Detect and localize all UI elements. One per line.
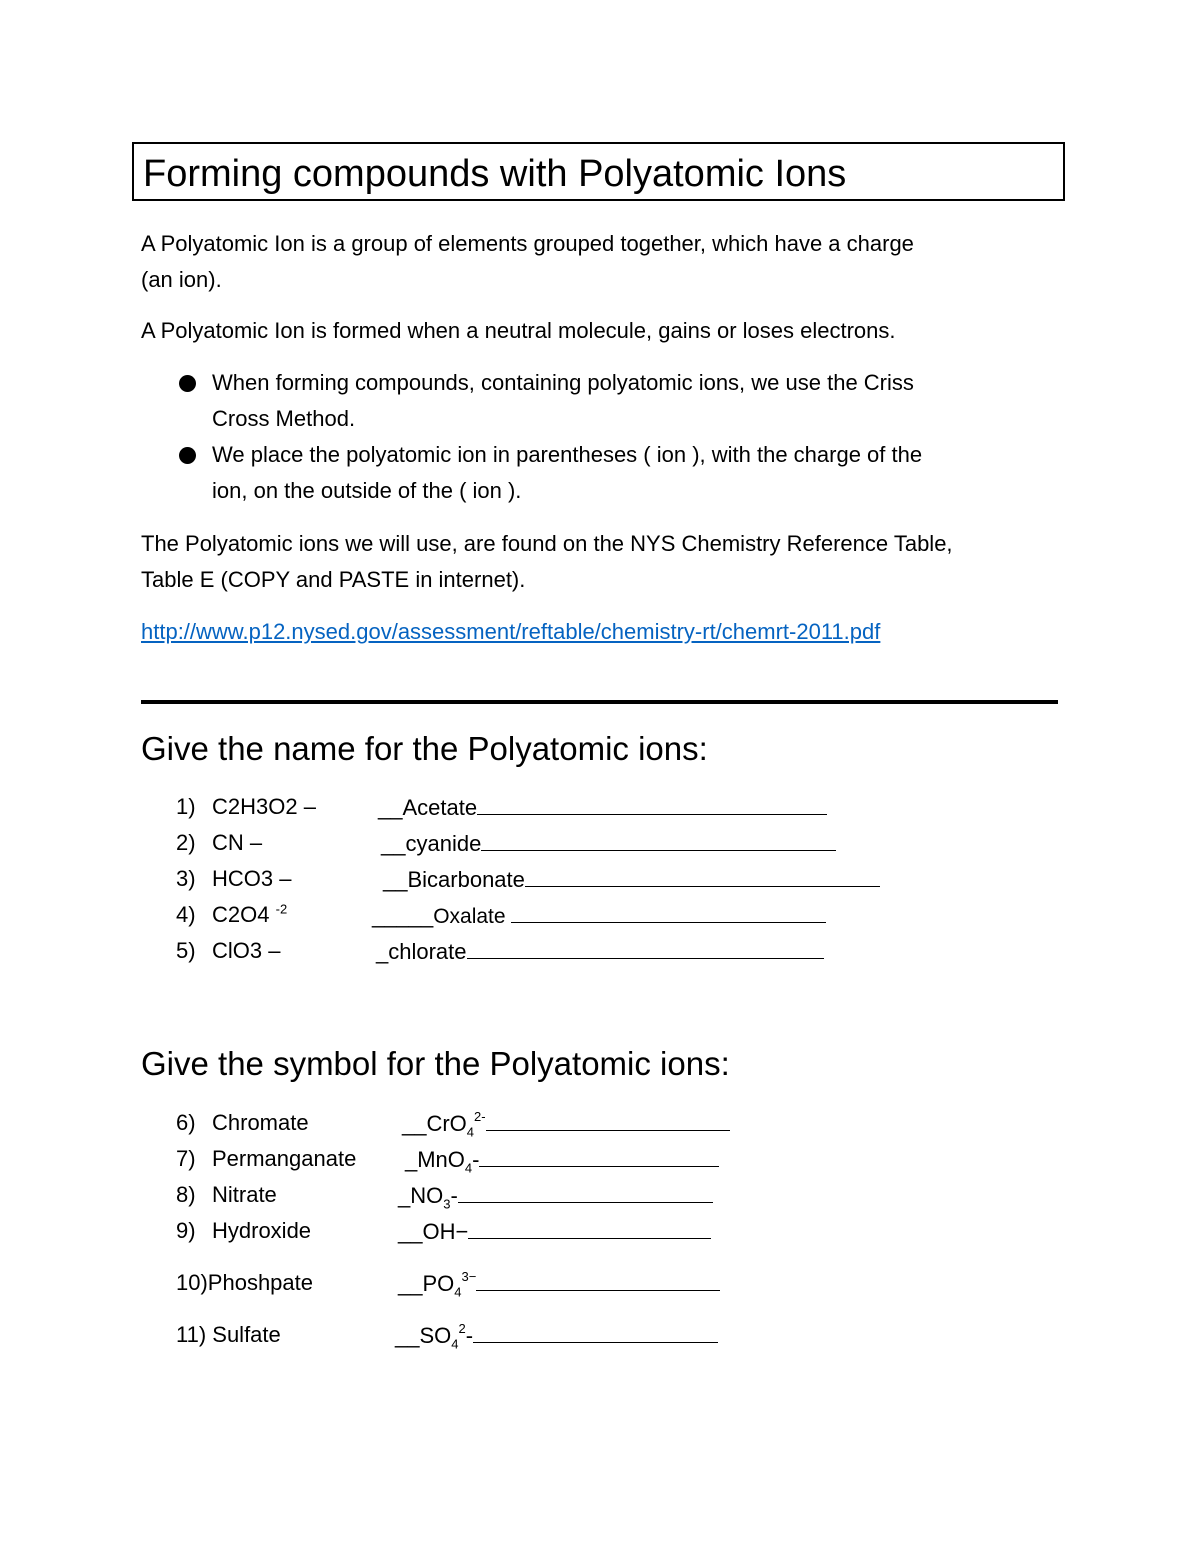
answer-field[interactable] (378, 792, 827, 823)
answer-text: __CrO (402, 1111, 467, 1136)
ion-formula (212, 900, 287, 930)
section-heading-names: Give the name for the Polyatomic ions: (141, 730, 708, 767)
answer-blank (525, 864, 880, 887)
answer-sign: - (465, 1323, 474, 1348)
item-number: 1) (176, 794, 196, 819)
ion-name: Chromate (212, 1110, 309, 1135)
bullet-text-line: ion, on the outside of the ( ion ). (212, 478, 522, 503)
answer-text: _MnO (405, 1147, 465, 1172)
answer-text: _____ (372, 903, 434, 928)
section-divider (141, 700, 1058, 704)
answer-text: __SO (395, 1323, 452, 1348)
answer-text: _chlorate (376, 939, 467, 964)
bullet-text-line: Cross Method. (212, 406, 356, 431)
answer-field[interactable] (405, 1144, 719, 1175)
section-heading-symbols: Give the symbol for the Polyatomic ions: (141, 1045, 730, 1082)
item-number: 6) (176, 1110, 196, 1135)
ion-charge: -2 (275, 901, 288, 917)
answer-blank (481, 828, 836, 851)
answer-subscript: 4 (464, 1160, 473, 1176)
item-number-label: 11) Sulfate (176, 1322, 281, 1347)
ion-name: Nitrate (212, 1182, 277, 1207)
bullet-dot-icon (179, 375, 196, 392)
answer-field[interactable] (381, 828, 836, 859)
ion-formula: HCO3 – (212, 866, 292, 891)
answer-text: _NO (398, 1183, 444, 1208)
item-number-label: 10)Phoshpate (176, 1270, 313, 1295)
answer-blank (467, 936, 824, 959)
answer-field[interactable] (383, 864, 880, 895)
bullet-text-line: We place the polyatomic ion in parentheses ( ion ), with the charge of the (212, 442, 923, 467)
intro-paragraph-1-line-1: A Polyatomic Ion is a group of elements grouped together, which have a charge (141, 231, 914, 256)
ion-formula: C2H3O2 – (212, 794, 316, 819)
answer-text: __OH− (398, 1219, 469, 1244)
answer-text: __Bicarbonate (383, 867, 525, 892)
answer-field[interactable] (376, 936, 824, 967)
answer-blank (476, 1268, 720, 1291)
answer-field[interactable] (372, 900, 826, 932)
reference-table-link[interactable]: http://www.p12.nysed.gov/assessment/reftable/chemistry-rt/chemrt-2011.pdf (141, 619, 881, 644)
reference-paragraph-line-1: The Polyatomic ions we will use, are found on the NYS Chemistry Reference Table, (141, 531, 953, 556)
page-title: Forming compounds with Polyatomic Ions (143, 153, 847, 195)
item-number: 8) (176, 1182, 196, 1207)
title-box (132, 142, 1065, 201)
item-number: 9) (176, 1218, 196, 1243)
reference-paragraph-line-2: Table E (COPY and PASTE in internet). (141, 567, 526, 592)
bullet-item-criss-cross (175, 365, 1055, 437)
answer-field[interactable] (398, 1216, 711, 1247)
ion-formula-text: C2O4 (212, 902, 270, 927)
item-number: 7) (176, 1146, 196, 1171)
answer-blank (511, 900, 826, 923)
answer-subscript: 4 (454, 1284, 462, 1300)
answer-sign: - (450, 1183, 458, 1208)
bullet-text (212, 365, 1052, 437)
answer-blank (458, 1180, 713, 1203)
answer-charge: 2 (458, 1320, 466, 1336)
answer-field[interactable] (398, 1180, 713, 1211)
ion-formula: CN – (212, 830, 263, 855)
answer-field[interactable] (402, 1108, 730, 1139)
intro-paragraph-1-line-2: (an ion). (141, 267, 222, 292)
answer-subscript: 3 (443, 1196, 451, 1212)
answer-blank (479, 1144, 719, 1167)
answer-text: __cyanide (381, 831, 482, 856)
answer-field[interactable] (395, 1320, 718, 1351)
answer-blank (477, 792, 827, 815)
answer-sign: - (472, 1147, 480, 1172)
ion-name: Hydroxide (212, 1218, 312, 1243)
answer-word: Oxalate (433, 905, 512, 928)
answer-charge: 3− (461, 1268, 477, 1284)
bullet-text-line: When forming compounds, containing polyatomic ions, we use the Criss (212, 370, 914, 395)
answer-blank (473, 1320, 718, 1343)
answer-text: __PO (398, 1271, 455, 1296)
answer-blank (468, 1216, 711, 1239)
ion-formula: ClO3 – (212, 938, 281, 963)
ion-name: Permanganate (212, 1146, 357, 1171)
item-number: 4) (176, 902, 196, 927)
answer-subscript: 4 (451, 1336, 459, 1352)
intro-paragraph-2: A Polyatomic Ion is formed when a neutral molecule, gains or loses electrons. (141, 318, 896, 343)
bullet-item-parentheses (175, 437, 1055, 509)
answer-text: __Acetate (378, 795, 478, 820)
answer-subscript: 4 (466, 1124, 475, 1140)
item-number: 3) (176, 866, 196, 891)
answer-blank (486, 1108, 730, 1131)
bullet-text (212, 437, 1052, 509)
item-number: 2) (176, 830, 196, 855)
answer-field[interactable] (398, 1268, 720, 1299)
bullet-dot-icon (179, 447, 196, 464)
answer-charge: 2- (474, 1108, 486, 1124)
item-number: 5) (176, 938, 196, 963)
